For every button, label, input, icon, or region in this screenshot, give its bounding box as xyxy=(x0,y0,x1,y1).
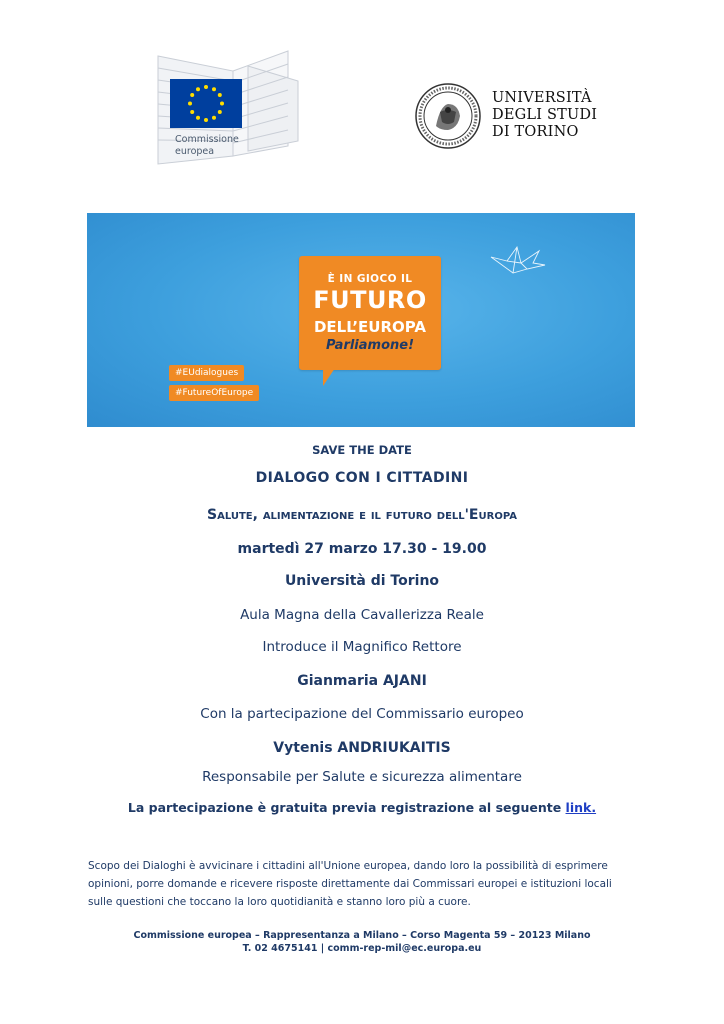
registration-text: La partecipazione è gratuita previa registrazione al seguente xyxy=(127,800,566,815)
event-title: DIALOGO CON I CITTADINI xyxy=(255,470,469,486)
event-rector: Gianmaria AJANI xyxy=(297,673,427,689)
university-seal-icon xyxy=(414,82,482,150)
description-line2: opinioni, porre domande e ricevere risposte direttamente dai Commissari europei e istituzioni locali xyxy=(88,878,612,890)
event-subtitle: Salute, alimentazione e il futuro dell'Europa xyxy=(207,507,517,523)
description-line1: Scopo dei Dialoghi è avvicinare i cittadini all'Unione europea, dando loro la possibilità di esprimere xyxy=(88,860,608,872)
eu-flag-icon xyxy=(170,79,242,128)
university-name xyxy=(492,90,597,141)
description-line3: sulle questioni che toccano la loro quotidianità e stanno loro più a cuore. xyxy=(88,896,471,908)
banner-line2: FUTURO xyxy=(313,286,427,314)
registration-note xyxy=(0,800,724,815)
ec-label-line1: Commissione xyxy=(175,134,239,145)
banner-line1: È IN GIOCO IL xyxy=(327,273,413,285)
unito-line2: DEGLI STUDI xyxy=(492,107,598,123)
event-participation: Con la partecipazione del Commissario europeo xyxy=(200,706,524,722)
future-of-europe-banner xyxy=(87,213,635,427)
ec-label-line2: europea xyxy=(175,146,215,157)
banner-line4: Parliamone! xyxy=(325,338,415,353)
unito-logo xyxy=(414,82,614,158)
unito-line3: DI TORINO xyxy=(492,124,579,140)
unito-line1: UNIVERSITÀ xyxy=(492,90,592,106)
speech-bubble-tail xyxy=(323,368,335,386)
registration-link[interactable]: link. xyxy=(565,800,597,815)
event-datetime: martedì 27 marzo 17.30 - 19.00 xyxy=(237,541,487,557)
hashtag-futureofeurope: #FutureOfEurope xyxy=(169,385,259,401)
event-university: Università di Torino xyxy=(284,573,440,589)
dialogues-description xyxy=(88,857,640,911)
banner-line3: DELL’EUROPA xyxy=(313,318,427,336)
event-venue: Aula Magna della Cavallerizza Reale xyxy=(240,607,484,623)
ec-logo-text xyxy=(175,134,239,158)
hashtag-eudialogues: #EUdialogues xyxy=(169,365,244,381)
european-commission-logo xyxy=(138,46,304,168)
speech-bubble xyxy=(299,256,441,370)
origami-dove-icon xyxy=(487,239,547,279)
event-introduced-by: Introduce il Magnifico Rettore xyxy=(262,639,462,655)
event-role: Responsabile per Salute e sicurezza alimentare xyxy=(202,769,522,785)
save-the-date: SAVE THE DATE xyxy=(312,443,412,457)
footer-address: Commissione europea – Rappresentanza a Milano – Corso Magenta 59 – 20123 Milano xyxy=(133,930,591,941)
event-commissioner: Vytenis ANDRIUKAITIS xyxy=(273,740,451,756)
footer-contact: T. 02 4675141 | comm-rep-mil@ec.europa.eu xyxy=(242,943,482,954)
